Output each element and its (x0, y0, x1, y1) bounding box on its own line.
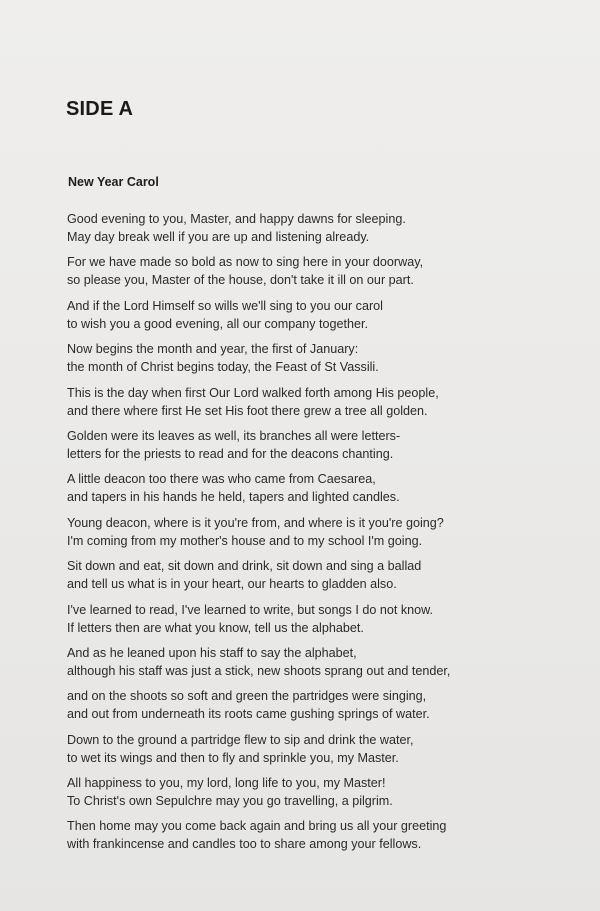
verse-line: And as he leaned upon his staff to say the alphabet, (67, 645, 357, 660)
verse (67, 470, 587, 506)
verse-line: so please you, Master of the house, don't take it ill on our part. (67, 273, 414, 288)
verse (67, 340, 587, 376)
verse (67, 514, 587, 550)
verse (67, 687, 587, 723)
verse (67, 644, 587, 680)
verse (67, 774, 587, 810)
verse-line: Sit down and eat, sit down and drink, sit down and sing a ballad (67, 559, 422, 574)
verse-line: Down to the ground a partridge flew to sip and drink the water, (67, 732, 414, 747)
verse (67, 427, 587, 463)
verse (67, 557, 587, 593)
verse (67, 297, 587, 333)
verse (67, 384, 587, 420)
verse-list (67, 210, 587, 861)
verse-line: with frankincense and candles too to share among your fellows. (67, 837, 422, 852)
verse-line: And if the Lord Himself so wills we'll sing to you our carol (67, 298, 383, 313)
verse-line: to wet its wings and then to fly and sprinkle you, my Master. (67, 750, 399, 765)
verse-line: All happiness to you, my lord, long life to you, my Master! (67, 776, 386, 791)
verse-line: If letters then are what you know, tell us the alphabet. (67, 620, 364, 635)
verse-line: Then home may you come back again and bring us all your greeting (67, 819, 447, 834)
side-heading: SIDE A (66, 98, 134, 120)
verse (67, 731, 587, 767)
verse-line: Now begins the month and year, the first of January: (67, 342, 359, 357)
verse-line: Golden were its leaves as well, its branches all were letters- (67, 428, 401, 443)
verse-line: and tapers in his hands he held, tapers and lighted candles. (67, 490, 400, 505)
verse-line: I've learned to read, I've learned to write, but songs I do not know. (67, 602, 434, 617)
verse-line: and on the shoots so soft and green the partridges were singing, (67, 689, 427, 704)
verse-line: Young deacon, where is it you're from, and where is it you're going? (67, 515, 444, 530)
song-title: New Year Carol (68, 175, 159, 189)
verse-line: and out from underneath its roots came gushing springs of water. (67, 707, 430, 722)
verse-line: To Christ's own Sepulchre may you go travelling, a pilgrim. (67, 794, 393, 809)
verse (67, 253, 587, 289)
verse-line: May day break well if you are up and listening already. (67, 230, 370, 244)
verse-line: the month of Christ begins today, the Feast of St Vassili. (67, 360, 379, 375)
verse-line: and there where first He set His foot there grew a tree all golden. (67, 403, 428, 418)
verse-line: For we have made so bold as now to sing here in your doorway, (67, 255, 424, 270)
verse-line: I'm coming from my mother's house and to my school I'm going. (67, 533, 423, 548)
verse-line: to wish you a good evening, all our company together. (67, 316, 369, 331)
verse-line: A little deacon too there was who came from Caesarea, (67, 472, 376, 487)
verse-line: letters for the priests to read and for the deacons chanting. (67, 446, 394, 461)
verse (67, 601, 587, 637)
verse-line: Good evening to you, Master, and happy dawns for sleeping. (67, 212, 406, 226)
verse (67, 210, 587, 246)
verse-line: although his staff was just a stick, new shoots sprang out and tender, (67, 663, 451, 678)
verse (67, 817, 587, 853)
verse-line: This is the day when first Our Lord walked forth among His people, (67, 385, 439, 400)
verse-line: and tell us what is in your heart, our hearts to gladden also. (67, 577, 397, 592)
